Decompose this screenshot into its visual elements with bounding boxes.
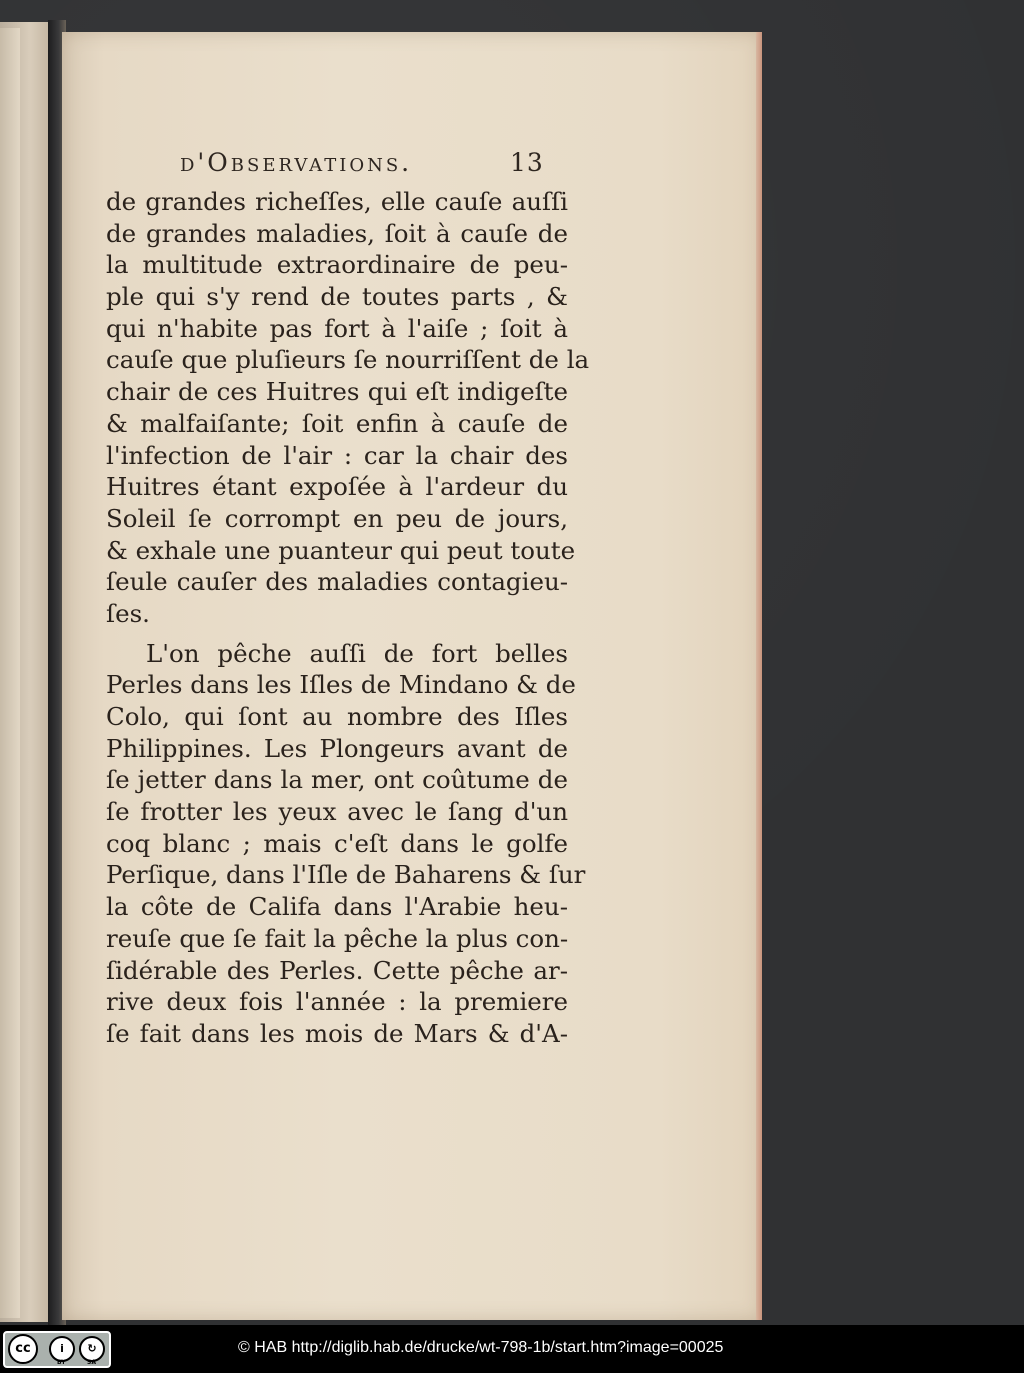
sa-label: SA [87, 1359, 96, 1366]
text-line: Colo, qui ſont au nombre des Iſles [106, 702, 568, 731]
text-line: coq blanc ; mais c'eſt dans le golfe [106, 828, 568, 858]
cc-license-badge[interactable] [3, 1331, 111, 1368]
text-line: de grandes richeſſes, elle cauſe auſſi [106, 187, 568, 216]
text-line: reuſe que ſe fait la pêche la plus con- [106, 923, 569, 953]
text-line: ſe jetter dans la mer, ont coûtume de [106, 765, 568, 795]
attribution-link[interactable]: © HAB http://diglib.hab.de/drucke/wt-798-1b/start.htm?image=00025 [238, 1339, 724, 1356]
text-line: Perles dans les Iſles de Mindano & de [106, 670, 576, 700]
running-head-title: d'Observations. [180, 148, 413, 177]
text-line: de grandes maladies, ſoit à cauſe de [106, 218, 568, 248]
text-line: chair de ces Huitres qui eſt indigeſte [106, 377, 568, 407]
text-line: la côte de Califa dans l'Arabie heu- [106, 892, 568, 922]
text-line: Soleil ſe corrompt en peu de jours, [106, 503, 568, 533]
cc-icon: cc [8, 1334, 38, 1364]
text-line: ſe frotter les yeux avec le ſang d'un [106, 797, 568, 827]
attribution-icon: i [49, 1336, 75, 1362]
page-number: 13 [510, 148, 544, 177]
text-line: ſidérable des Perles. Cette pêche ar- [106, 955, 568, 985]
text-line: rive deux fois l'année : la premiere [106, 987, 568, 1017]
text-line: & malfaiſante; ſoit enfin à cauſe de [106, 408, 568, 438]
text-line: L'on pêche auſſi de fort belles [146, 638, 568, 668]
text-line: la multitude extraordinaire de peu- [106, 250, 568, 280]
running-head [110, 148, 560, 186]
share-alike-icon: ↻ [79, 1336, 105, 1362]
text-line: Philippines. Les Plongeurs avant de [106, 733, 568, 763]
body-text [106, 186, 590, 1050]
text-line: l'infection de l'air : car la chair des [106, 440, 568, 470]
previous-page-margin [0, 28, 20, 1318]
text-line: Huitres étant expoſée à l'ardeur du [106, 472, 568, 502]
footer-bar [0, 1325, 1024, 1373]
text-line: cauſe que pluſieurs ſe nourriſſent de la [106, 345, 590, 375]
text-line: ſes. [106, 598, 150, 628]
text-line: Perſique, dans l'Iſle de Baharens & ſur [106, 860, 586, 890]
page-red-edge [756, 32, 762, 1320]
by-label: BY [57, 1359, 66, 1366]
text-line: ſeule cauſer des maladies contagieu- [106, 567, 568, 597]
text-line: ple qui s'y rend de toutes parts , & [106, 282, 568, 312]
text-line: & exhale une puanteur qui peut toute [106, 535, 576, 565]
text-line: ſe fait dans les mois de Mars & d'A- [106, 1018, 568, 1048]
text-line: qui n'habite pas fort à l'aiſe ; ſoit à [106, 313, 568, 343]
